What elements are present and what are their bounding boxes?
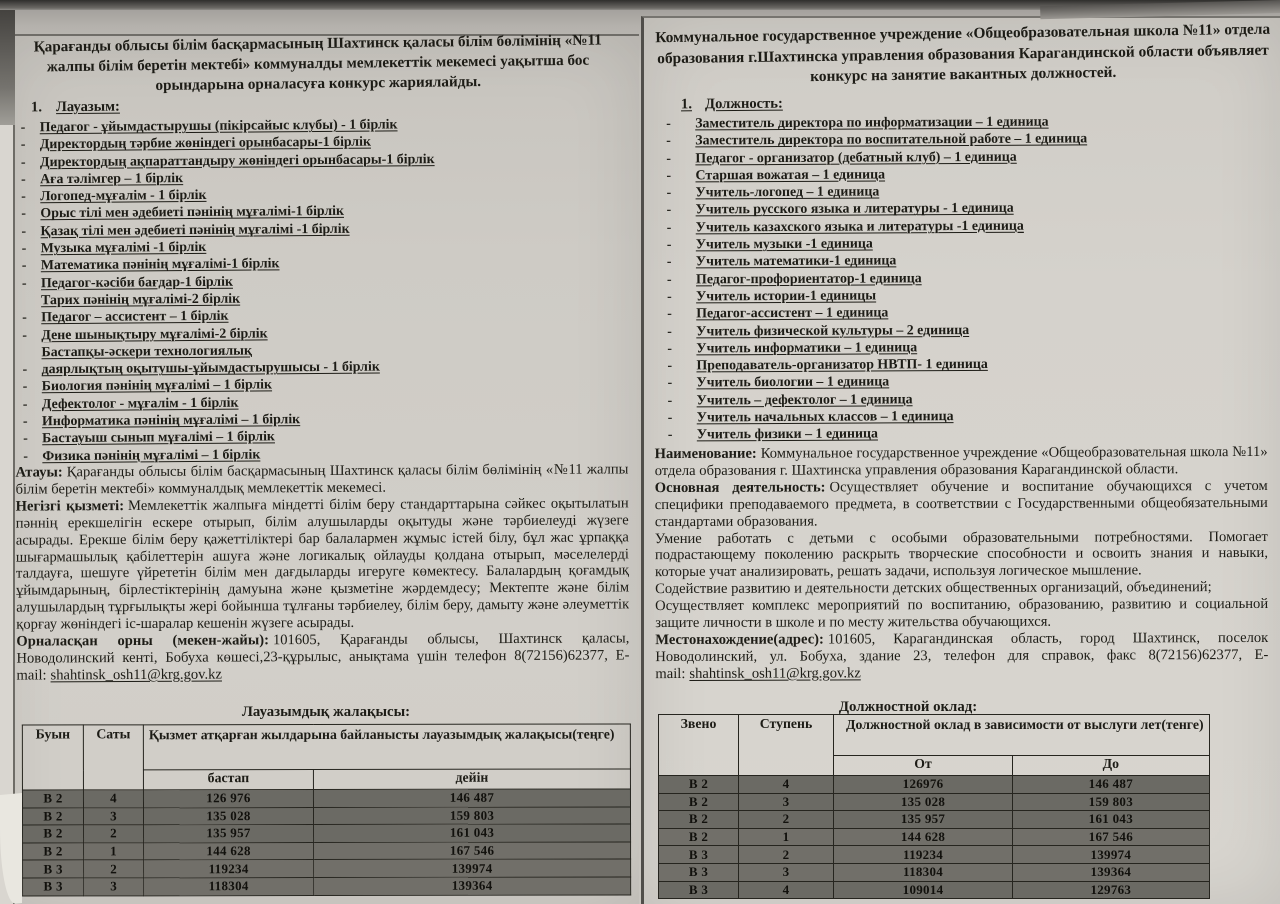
right-salary-table-title: Должностной оклад: bbox=[838, 699, 978, 715]
cell-step: 3 bbox=[739, 793, 834, 811]
dash-marker: - bbox=[667, 410, 673, 426]
cell-salary-to: 139364 bbox=[1013, 863, 1209, 881]
dash-marker: - bbox=[667, 393, 673, 409]
dash-marker: - bbox=[23, 448, 28, 464]
salary-table-row bbox=[23, 877, 631, 896]
position-label: Преподаватель-организатор НВТП- 1 единица bbox=[696, 357, 988, 374]
salary-table-row bbox=[659, 776, 1210, 794]
cell-step: 2 bbox=[739, 846, 834, 864]
cell-step: 4 bbox=[83, 790, 143, 808]
position-label: Информатика пәнінің мұғалімі – 1 бірлік bbox=[41, 412, 301, 430]
paragraph-text: Осуществляет комплекс мероприятий по воспитанию, образованию, развитию и социальной защите личности в школе и по месту жительства обучающихся. bbox=[655, 596, 1269, 632]
cell-salary-from: 119234 bbox=[834, 846, 1013, 864]
position-label: Учитель информатики – 1 единица bbox=[696, 340, 918, 357]
cell-grade: В 3 bbox=[23, 878, 84, 896]
salary-table-row bbox=[23, 842, 631, 861]
position-label: Учитель математики-1 единица bbox=[695, 253, 897, 270]
dash-marker: - bbox=[21, 258, 27, 274]
position-label: даярлықтың оқытушы-ұйымдастырушысы - 1 бірлік bbox=[41, 359, 380, 378]
position-label: Педагог-кәсіби бағдар-1 бірлік bbox=[40, 274, 233, 291]
cell-grade: В 2 bbox=[23, 843, 84, 861]
position-label: Учитель физики – 1 единица bbox=[696, 426, 878, 443]
col-header-from: бастап bbox=[143, 770, 313, 790]
dash-marker: - bbox=[21, 275, 27, 292]
cell-step: 2 bbox=[84, 860, 144, 878]
position-label: Директордың ақпараттандыру жөніндегі орынбасары-1 бірлік bbox=[39, 151, 435, 170]
info-paragraph bbox=[15, 461, 628, 498]
col-header-salary: Қызмет атқарған жылдарына байланысты лауазымдық жалақысы(теңге) bbox=[143, 724, 630, 770]
cell-salary-from: 135 028 bbox=[834, 793, 1013, 811]
dash-marker: - bbox=[666, 254, 672, 270]
section-number: 1. bbox=[30, 99, 43, 116]
col-header-buyn: Буын bbox=[22, 725, 83, 790]
dash-marker: - bbox=[666, 272, 672, 288]
cell-salary-from: 126 976 bbox=[143, 790, 313, 808]
paragraph-label: Атауы: bbox=[15, 464, 63, 481]
paragraph-text: 101605, Қарағанды облысы, Шахтинск қаласы, Новодолинский кенті, Бобуха көшесі,23-құрылыс, анықтама үшін телефон 8(72156)62377, E-mail: bbox=[16, 630, 630, 684]
dash-marker: - bbox=[667, 289, 672, 305]
dash-marker: - bbox=[21, 206, 27, 222]
cell-salary-to: 146 487 bbox=[1013, 776, 1209, 794]
position-label: Тарих пәнінің мұғалімі-2 бірлік bbox=[41, 291, 241, 309]
salary-table-row bbox=[659, 828, 1210, 846]
section-title: Должность: bbox=[704, 95, 783, 113]
position-label: Биология пәнінің мұғалімі – 1 бірлік bbox=[41, 377, 273, 395]
position-label: Бастауыш сынып мұғалімі – 1 бірлік bbox=[42, 429, 275, 447]
section-title: Лауазым: bbox=[55, 98, 120, 116]
col-header-zveno: Звено bbox=[659, 715, 739, 776]
email-text: shahtinsk_osh11@krg.gov.kz bbox=[689, 665, 861, 682]
dash-marker: - bbox=[667, 427, 673, 443]
position-label: Дене шынықтыру мұғалімі-2 бірлік bbox=[41, 325, 268, 343]
position-label: Физика пәнінің мұғалімі – 1 бірлік bbox=[42, 447, 261, 464]
col-header-to: До bbox=[1013, 756, 1209, 776]
cell-salary-to: 139364 bbox=[314, 877, 631, 895]
right-info-paragraphs bbox=[655, 444, 1269, 683]
cell-salary-to: 139974 bbox=[1013, 846, 1209, 864]
dash-marker: - bbox=[667, 306, 672, 322]
salary-table-row bbox=[23, 859, 631, 878]
paragraph-text: 101605, Карагандинская область, город Шахтинск, поселок Новодолинский, ул. Бобуха, здание 23, телефон для справок, факс 8(72156)62377, E-mail: bbox=[655, 629, 1269, 682]
cell-salary-to: 167 546 bbox=[1013, 828, 1209, 846]
info-paragraph bbox=[655, 478, 1268, 531]
position-label: Педагог-профориентатор-1 единица bbox=[695, 270, 922, 288]
position-label: Педагог - организатор (дебатный клуб) – 1 единица bbox=[695, 149, 1017, 167]
position-label: Дефектолог - мұғалім - 1 бірлік bbox=[41, 395, 239, 412]
dash-marker: - bbox=[666, 168, 672, 184]
dash-marker: - bbox=[22, 397, 28, 413]
cell-salary-to: 159 803 bbox=[313, 807, 630, 825]
dash-marker bbox=[22, 292, 41, 309]
cell-step: 1 bbox=[739, 828, 834, 846]
cell-salary-to: 146 487 bbox=[313, 789, 630, 807]
position-label: Педагог-ассистент – 1 единица bbox=[696, 305, 889, 322]
dash-marker: - bbox=[666, 203, 672, 219]
position-label: Педагог - ұйымдастырушы (пікірсайыс клубы) - 1 бірлік bbox=[39, 117, 398, 136]
info-paragraph bbox=[16, 495, 630, 633]
paragraph-label: Местонахождение(адрес): bbox=[655, 631, 824, 649]
info-paragraph bbox=[655, 444, 1268, 480]
cell-salary-from: 144 628 bbox=[144, 842, 314, 860]
dash-marker: - bbox=[22, 379, 28, 395]
cell-grade: В 2 bbox=[659, 811, 739, 829]
cell-step: 3 bbox=[739, 863, 834, 881]
right-salary-table bbox=[658, 714, 1210, 899]
info-paragraph bbox=[16, 630, 629, 684]
email-text: shahtinsk_osh11@krg.gov.kz bbox=[50, 666, 222, 684]
cell-step: 1 bbox=[84, 843, 144, 861]
position-label: Директордың тәрбие жөніндегі орынбасары-1 бірлік bbox=[39, 134, 371, 153]
dash-marker: - bbox=[20, 154, 26, 170]
paragraph-text: Қарағанды облысы білім басқармасының Шахтинск қаласы білім бөлімінің «№11 жалпы білім беретін мектебі» коммуналдық мемлекеттік мекемесі. bbox=[15, 461, 629, 498]
cell-salary-to: 159 803 bbox=[1013, 793, 1209, 811]
cell-salary-from: 118304 bbox=[834, 863, 1013, 881]
salary-table-row bbox=[22, 789, 630, 808]
cell-grade: В 3 bbox=[659, 863, 739, 881]
scanner-left-shadow bbox=[0, 0, 15, 125]
left-salary-table bbox=[22, 723, 631, 896]
cell-salary-from: 109014 bbox=[834, 881, 1013, 899]
dash-marker: - bbox=[666, 151, 672, 167]
paragraph-label: Негізгі қызметі: bbox=[15, 497, 125, 515]
cell-grade: В 3 bbox=[659, 846, 739, 864]
salary-table-row bbox=[659, 811, 1210, 829]
dash-marker: - bbox=[21, 189, 26, 205]
info-paragraph bbox=[655, 596, 1268, 632]
position-label: Учитель физической культуры – 2 единица bbox=[696, 322, 970, 339]
info-paragraph bbox=[655, 528, 1268, 581]
dash-marker: - bbox=[667, 341, 673, 357]
dash-marker: - bbox=[667, 324, 672, 340]
paragraph-text: Содействие развитию и деятельности детских общественных организаций, объединений; bbox=[655, 579, 1212, 598]
col-header-from: От bbox=[834, 756, 1013, 776]
position-item bbox=[667, 424, 1275, 444]
cell-salary-from: 126976 bbox=[834, 776, 1013, 794]
paragraph-text: Мемлекеттік жалпыға міндетті білім беру стандарттарына сәйкес оқытылатын пәннің ерекшелігін ескере отырып, білім алушыларды оқытуды және тәрбиелеуді жүзеге асырады. Ерекше білім беру қажеттіліктері бар балалармен жұмыс істей білу, бұл жас ұрпаққа шығармашылық қабілеттерін ашуға және логикалық ойлауды қолдана отырып, мәселелерді талдауға, шешуге үйрететін білім мен дағдыларды игеруге көмектесу. Балалардың қоғамдық ұйымдарының, бірлестіктерінің дамуына және қызметіне жәрдемдесу; Мектепте және білім алушылардың тұрғылықты жері бойынша тұлғаны тәрбиелеу, білім беру, дамыту және әлеуметтік қорғау жөніндегі іс-шаралар кешенін жүзеге асырады. bbox=[15, 495, 630, 633]
cell-grade: В 2 bbox=[22, 808, 83, 826]
col-header-to: дейін bbox=[313, 769, 630, 790]
cell-step: 3 bbox=[84, 878, 144, 896]
position-label: Математика пәнінің мұғалімі-1 бірлік bbox=[40, 256, 280, 274]
cell-step: 3 bbox=[83, 807, 143, 825]
cell-step: 2 bbox=[739, 811, 834, 829]
right-page-title: Коммунальное государственное учреждение «Общеобразовательная школа №11» отдела образования г.Шахтинска управления образования Карагандинской области объявляет конкурс на занятие вакантных должностей. bbox=[655, 20, 1271, 86]
dash-marker: - bbox=[666, 116, 671, 132]
cell-salary-from: 135 957 bbox=[834, 811, 1013, 829]
cell-salary-to: 161 043 bbox=[314, 824, 631, 842]
right-section-heading bbox=[681, 96, 783, 114]
position-label: Логопед-мұғалім - 1 бірлік bbox=[40, 188, 207, 205]
position-label: Педагог – ассистент – 1 бірлік bbox=[41, 309, 229, 326]
cell-grade: В 2 bbox=[23, 825, 84, 843]
col-header-stupen: Ступень bbox=[739, 715, 834, 776]
paragraph-text: Коммунальное государственное учреждение «Общеобразовательная школа №11» отдела образования г. Шахтинска управления образования Карагандинской области. bbox=[654, 443, 1268, 479]
dash-marker: - bbox=[22, 310, 27, 326]
left-page bbox=[0, 31, 639, 904]
dash-marker: - bbox=[666, 237, 672, 253]
info-paragraph bbox=[655, 579, 1268, 598]
right-page bbox=[641, 16, 1280, 904]
position-label: Учитель казахского языка и литературы -1 единица bbox=[695, 218, 1024, 236]
dash-marker: - bbox=[667, 376, 673, 392]
salary-table-row bbox=[659, 793, 1210, 811]
left-position-list bbox=[21, 115, 624, 466]
paragraph-text: Умение работать с детьми с особыми образовательными потребностями. Помогает подрастающему поколению раскрыть творческие способности и освоить знания и навыки, которые учат анализировать, решать задачи, используя логическое мышление. bbox=[654, 528, 1268, 581]
cell-salary-from: 119234 bbox=[144, 860, 314, 878]
position-label: Учитель русского языка и литературы - 1 единица bbox=[695, 201, 1014, 218]
position-label: Орыс тілі мен әдебиеті пәнінің мұғалімі-1 бірлік bbox=[40, 204, 345, 222]
position-label: Учитель биологии – 1 единица bbox=[696, 374, 890, 391]
cell-grade: В 3 bbox=[659, 881, 739, 899]
left-salary-table-title: Лауазымдық жалақысы: bbox=[241, 704, 411, 720]
position-label: Музыка мұғалімі -1 бірлік bbox=[40, 239, 207, 257]
position-label: Заместитель директора по воспитательной работе – 1 единица bbox=[695, 131, 1088, 149]
paper-left-line bbox=[13, 105, 15, 904]
cell-grade: В 2 bbox=[22, 790, 83, 808]
dash-marker: - bbox=[667, 358, 673, 374]
position-label: Аға тәлімгер – 1 бірлік bbox=[40, 170, 184, 188]
salary-table-row bbox=[659, 846, 1210, 864]
position-label: Учитель начальных классов – 1 единица bbox=[696, 409, 954, 426]
cell-salary-to: 167 546 bbox=[314, 842, 631, 860]
left-info-paragraphs bbox=[15, 461, 629, 684]
cell-salary-from: 135 028 bbox=[143, 807, 313, 825]
left-page-title: Қарағанды облысы білім басқармасының Шахтинск қаласы білім бөлімінің «№11 жалпы білім беретін мектебі» коммуналды мемлекеттік мекемесі уақытша бос орындарына орналасуға конкурс жариялайды. bbox=[33, 31, 602, 94]
info-paragraph bbox=[655, 630, 1268, 683]
dash-marker: - bbox=[20, 137, 26, 153]
salary-table-row bbox=[23, 824, 631, 843]
dash-marker: - bbox=[22, 327, 28, 343]
right-position-list bbox=[665, 112, 1275, 444]
cell-step: 2 bbox=[84, 825, 144, 843]
dash-marker: - bbox=[22, 362, 28, 378]
position-label: Учитель истории-1 единицы bbox=[696, 288, 877, 305]
col-header-salary: Должностной оклад в зависимости от выслуги лет(тенге) bbox=[834, 715, 1210, 756]
cell-grade: В 3 bbox=[23, 860, 84, 878]
col-header-saty: Саты bbox=[83, 725, 143, 790]
position-label: Учитель-логопед – 1 единица bbox=[695, 184, 880, 201]
paper-left-edge bbox=[0, 105, 13, 904]
position-label: Бастапқы-әскери технологиялық bbox=[41, 343, 253, 361]
salary-table-row bbox=[659, 881, 1210, 899]
dash-marker: - bbox=[21, 224, 27, 240]
dash-marker: - bbox=[21, 241, 27, 257]
dash-marker: - bbox=[666, 220, 672, 236]
cell-grade: В 2 bbox=[659, 776, 739, 794]
cell-salary-from: 144 628 bbox=[834, 828, 1013, 846]
dash-marker: - bbox=[22, 414, 28, 430]
paragraph-label: Наименование: bbox=[654, 445, 757, 463]
position-label: Қазақ тілі мен әдебиеті пәнінің мұғалімі -1 бірлік bbox=[40, 221, 350, 239]
position-label: Старшая вожатая – 1 единица bbox=[695, 167, 886, 184]
section-number: 1. bbox=[680, 96, 693, 113]
cell-grade: В 2 bbox=[659, 793, 739, 811]
cell-salary-to: 139974 bbox=[314, 859, 631, 877]
cell-salary-to: 129763 bbox=[1013, 881, 1209, 899]
paragraph-label: Основная деятельность: bbox=[654, 479, 826, 496]
position-label: Заместитель директора по информатизации – 1 единица bbox=[695, 114, 1049, 132]
paragraph-text: Осуществляет обучение и воспитание обучающихся с учетом специфики преподаваемого предмета, в соответствии с Государственными общеобязательными стандартами образования. bbox=[654, 477, 1268, 530]
dash-marker: - bbox=[23, 431, 28, 447]
salary-table-row bbox=[659, 863, 1210, 881]
cell-step: 4 bbox=[739, 776, 834, 794]
position-label: Учитель музыки -1 единица bbox=[695, 236, 873, 253]
paragraph-label: Орналасқан орны (мекен-жайы): bbox=[16, 632, 269, 650]
cell-salary-from: 135 957 bbox=[144, 825, 314, 843]
cell-salary-from: 118304 bbox=[144, 877, 314, 895]
cell-step: 4 bbox=[739, 881, 834, 899]
dash-marker bbox=[22, 344, 41, 361]
dash-marker: - bbox=[666, 133, 671, 149]
position-label: Учитель – дефектолог – 1 единица bbox=[696, 392, 913, 409]
cell-salary-to: 161 043 bbox=[1013, 811, 1209, 829]
dash-marker: - bbox=[20, 120, 26, 136]
salary-table-row bbox=[22, 807, 630, 826]
dash-marker: - bbox=[21, 172, 26, 188]
left-section-heading bbox=[31, 99, 120, 117]
dash-marker: - bbox=[666, 185, 672, 201]
cell-grade: В 2 bbox=[659, 828, 739, 846]
